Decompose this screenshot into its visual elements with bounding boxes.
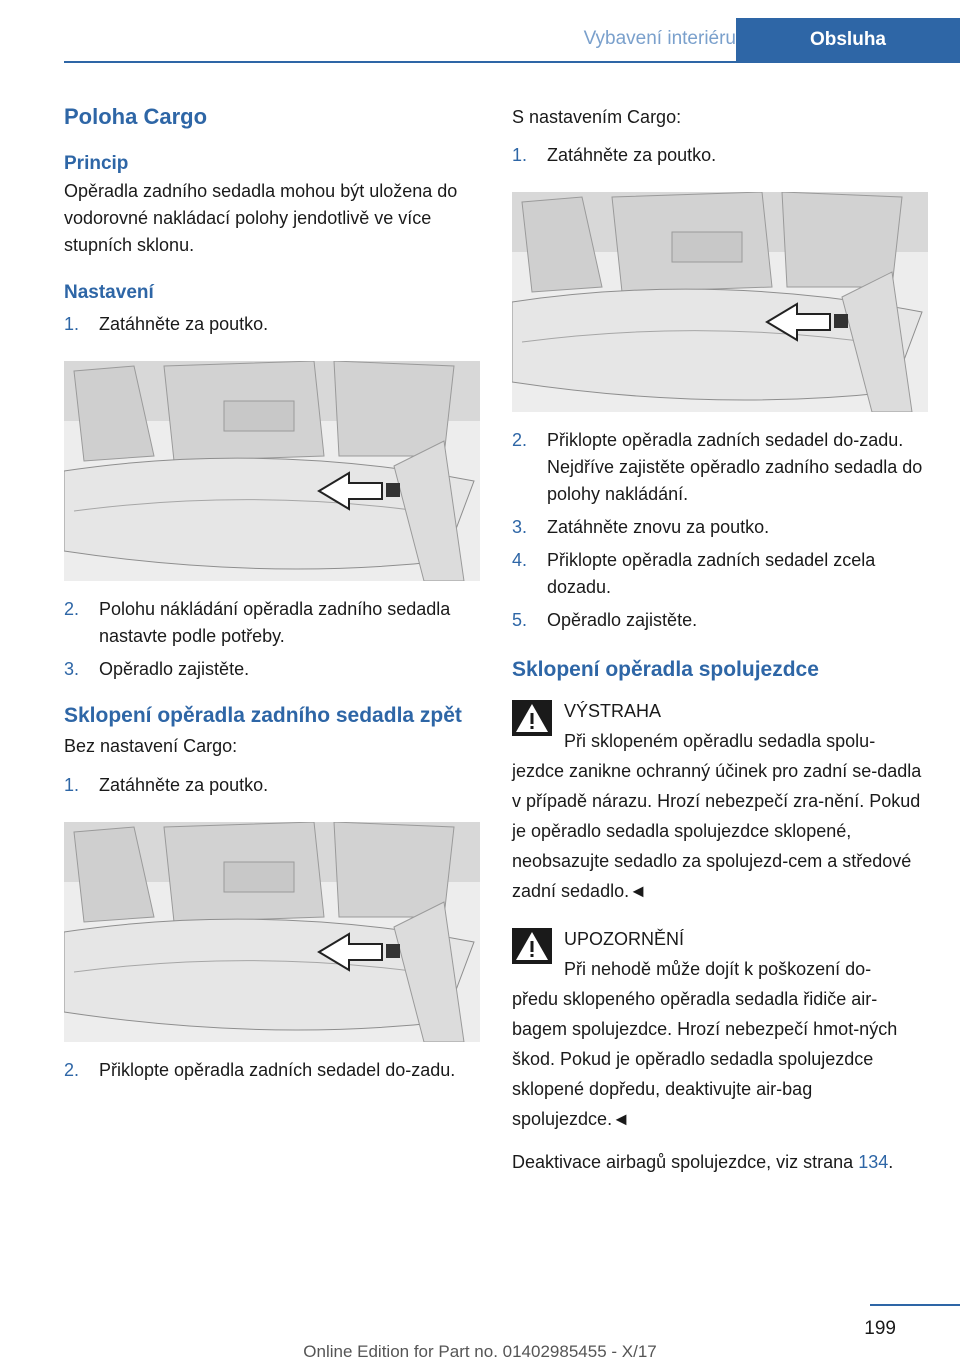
list-item [64, 656, 480, 683]
step-text: Opěradlo zajistěte. [547, 610, 698, 630]
passenger-heading: Sklopení opěradla spolujezdce [512, 658, 819, 681]
principle-text: Opěradla zadního sedadla mohou být uložena do vodorovné nakládací polohy jendotlivě ve více stupních sklonu. [64, 181, 458, 255]
warning-triangle-icon [512, 928, 552, 964]
cargo-steps [512, 142, 928, 169]
list-item [64, 311, 480, 338]
step-text: Přiklopte opěradla zadních sedadel do-zadu. [99, 1060, 456, 1080]
step-number: 5. [512, 610, 528, 630]
foldback-steps [64, 772, 480, 799]
step-text: Opěradlo zajistěte. [99, 659, 250, 679]
right-column [512, 100, 928, 1177]
step-number: 1. [64, 775, 80, 795]
footer-edition: Online Edition for Part no. 01402985455 - X/17 [303, 1342, 657, 1361]
step-number: 3. [512, 517, 528, 537]
list-item [64, 772, 480, 799]
warning-first-line: Při sklopeném opěradlu sedadla spolu- [564, 731, 876, 751]
step-number: 2. [64, 599, 80, 619]
step-number: 3. [64, 659, 80, 679]
step-number: 1. [64, 314, 80, 334]
setting-steps-cont [64, 596, 480, 683]
foldback-heading: Sklopení opěradla zadního sedadla zpět [64, 704, 462, 727]
airbag-end: . [888, 1152, 894, 1172]
step-text: Přiklopte opěradla zadních sedadel zcela dozadu. [547, 550, 876, 597]
page-title: Poloha Cargo [64, 104, 208, 129]
seat-illustration [64, 361, 480, 581]
warning-triangle-icon [512, 700, 552, 736]
foldback-steps-cont [64, 1057, 480, 1084]
notice-title: UPOZORNĚNÍ [564, 929, 685, 949]
seat-illustration [512, 192, 928, 412]
setting-steps [64, 311, 480, 338]
principle-heading: Princip [64, 153, 129, 174]
notice-first-line: Při nehodě může dojít k poškození do- [564, 959, 872, 979]
airbag-text: Deaktivace airbagů spolujezdce, viz strana [512, 1152, 859, 1172]
notice-text: předu sklopeného opěradla sedadla řidiče air-bagem spolujezdce. Hrozí nebezpečí hmot-ných škod. Pokud je opěradlo sedadla spolujezdce sklopené dopředu, deaktivujte air-bag spolujezdce.◄ [512, 989, 898, 1129]
list-item [64, 596, 480, 650]
header-rule [64, 61, 960, 63]
setting-heading: Nastavení [64, 282, 154, 303]
step-number: 1. [512, 145, 528, 165]
warning-text: jezdce zanikne ochranný účinek pro zadní se-dadla v případě nárazu. Hrozí nebezpečí zra-nění. Pokud je opěradlo sedadla spolujezdce sklopené, neobsazujte sedadlo za spolujezd-cem a středové zadní sedadlo.◄ [512, 761, 922, 901]
step-text: Zatáhněte znovu za poutko. [547, 517, 770, 537]
page-number: 199 [864, 1318, 896, 1339]
page-link[interactable]: 134 [858, 1152, 889, 1172]
list-item [64, 1057, 480, 1084]
list-item [512, 514, 928, 541]
step-text: Zatáhněte za poutko. [547, 145, 717, 165]
list-item [512, 607, 928, 634]
airbag-reference [512, 1148, 928, 1177]
step-text: Zatáhněte za poutko. [99, 775, 269, 795]
warning-title: VÝSTRAHA [564, 701, 662, 721]
list-item [512, 547, 928, 601]
step-text: Polohu nákládání opěradla zadního sedadla nastavte podle potřeby. [99, 599, 451, 646]
left-column [64, 100, 480, 1084]
foldback-intro: Bez nastavení Cargo: [64, 736, 238, 756]
list-item [512, 427, 928, 508]
step-text: Zatáhněte za poutko. [99, 314, 269, 334]
step-text: Přiklopte opěradla zadních sedadel do-zadu. Nejdříve zajistěte opěradlo zadního sedadla do polohy nakládání. [547, 430, 923, 504]
section-tab[interactable]: Obsluha [736, 18, 960, 62]
seat-illustration [64, 822, 480, 1042]
cargo-intro: S nastavením Cargo: [512, 107, 682, 127]
chapter-tab[interactable]: Vybavení interiéru [583, 28, 736, 49]
step-number: 2. [64, 1060, 80, 1080]
warning-box [512, 696, 928, 906]
notice-box [512, 924, 928, 1134]
footer-rule [870, 1304, 960, 1306]
step-number: 4. [512, 550, 528, 570]
step-number: 2. [512, 430, 528, 450]
list-item [512, 142, 928, 169]
page-header [0, 0, 960, 62]
cargo-steps-cont [512, 427, 928, 634]
